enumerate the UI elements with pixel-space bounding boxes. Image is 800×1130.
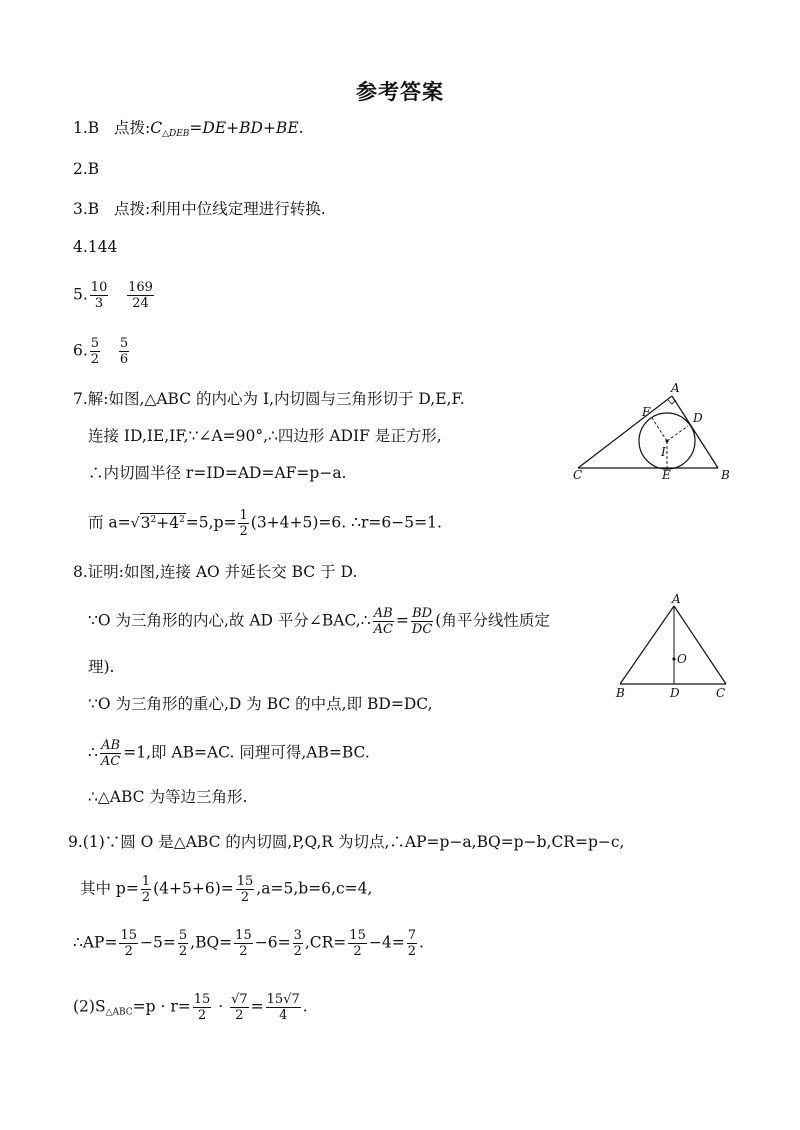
fraction-2	[119, 336, 129, 367]
fraction-1	[90, 336, 100, 367]
fraction-denominator: 2	[178, 944, 188, 959]
fraction-bd-dc	[411, 606, 433, 637]
label-a: A	[671, 381, 680, 395]
equals-sign: =	[250, 997, 264, 1016]
fraction-denominator: 2	[141, 890, 151, 905]
fraction-numerator: AB	[101, 738, 121, 753]
perimeter-subscript: △DEB	[162, 129, 190, 139]
fraction-half	[238, 508, 248, 539]
fraction-numerator: 5	[90, 336, 100, 351]
fraction-denominator: 2	[240, 890, 250, 905]
answer-number: 2.	[73, 160, 88, 178]
fraction-denominator: 3	[94, 296, 104, 311]
label-d: D	[670, 686, 680, 700]
fraction-denominator: 24	[132, 296, 149, 311]
label-d: D	[693, 411, 703, 425]
q7-line-2: 连接 ID,IE,IF,∵∠A=90°,∴四边形 ADIF 是正方形,	[88, 427, 442, 445]
q8-line-3: 理).	[88, 658, 115, 676]
side-ac	[578, 396, 672, 468]
fraction	[193, 992, 212, 1023]
sqrt-base-1: 3	[140, 513, 151, 532]
sqrt-base-2: 4	[169, 513, 180, 532]
fraction-2	[127, 280, 154, 311]
label-b: B	[616, 686, 625, 700]
fraction-numerator: 1	[141, 874, 151, 889]
text: ,CR=	[304, 933, 347, 952]
fraction	[348, 928, 367, 959]
text: (角平分线性质定	[435, 611, 550, 630]
text: (2)S	[73, 997, 106, 1016]
text: =p · r=	[132, 997, 191, 1016]
fraction-numerator: 15	[235, 928, 252, 943]
answer-number: 3.	[73, 200, 88, 218]
fraction-denominator: 2	[353, 944, 362, 959]
area-subscript: △ABC	[105, 1007, 133, 1018]
side-ac	[674, 606, 726, 684]
text: =5,p=	[185, 513, 237, 532]
hint-formula: =DE+BD+BE.	[189, 119, 304, 137]
text: ,a=5,b=6,c=4,	[256, 879, 373, 898]
fraction-denominator: 2	[235, 1008, 244, 1023]
fraction-1	[90, 280, 109, 311]
q9-line-3	[73, 928, 424, 959]
answer-1	[73, 117, 304, 145]
multiply-dot: ·	[213, 997, 229, 1016]
q8-line-1: 8.证明:如图,连接 AO 并延长交 BC 于 D.	[73, 563, 358, 581]
page-title: 参考答案	[356, 79, 444, 104]
equals-sign: =	[395, 611, 409, 630]
fraction-numerator: 15	[193, 992, 211, 1007]
fraction	[266, 992, 301, 1023]
fraction-denominator: 2	[407, 944, 416, 959]
fraction-denominator: 2	[293, 944, 302, 959]
triangle	[620, 606, 726, 684]
text: (3+4+5)=6. ∴r=6−5=1.	[250, 513, 442, 532]
q8-line-5	[88, 738, 370, 769]
label-a: A	[672, 592, 681, 606]
fraction-denominator: AC	[100, 754, 121, 769]
label-e: E	[662, 468, 671, 482]
text: −5=	[140, 933, 176, 952]
side-ab	[672, 396, 718, 468]
hint-label: 点拨:	[113, 119, 151, 137]
fraction	[178, 928, 188, 959]
answer-choice: B	[87, 119, 100, 137]
fraction-half	[141, 874, 151, 905]
q7-line-3: ∴内切圆半径 r=ID=AD=AF=p−a.	[88, 464, 347, 482]
answer-3	[73, 198, 326, 220]
fraction-denominator: AC	[373, 622, 393, 637]
radius-if	[652, 418, 667, 441]
text: .	[302, 997, 308, 1016]
fraction-numerator: √7	[231, 992, 248, 1007]
fraction	[293, 928, 303, 959]
answer-number: 4.	[73, 238, 88, 256]
q9-line-4	[73, 992, 308, 1024]
fraction-numerator: 5	[178, 928, 188, 943]
q7-line-1: 7.解:如图,△ABC 的内心为 I,内切圆与三角形切于 D,E,F.	[73, 390, 465, 408]
equilateral-triangle-figure	[610, 592, 740, 702]
text: −6=	[254, 933, 291, 952]
fraction-numerator: 15	[236, 874, 254, 889]
q8-line-2	[88, 606, 550, 637]
fraction-numerator: 15	[120, 928, 138, 943]
fraction	[119, 928, 138, 959]
fraction-denominator: 4	[279, 1008, 288, 1023]
label-i: I	[661, 445, 666, 459]
plus-sign: +	[156, 513, 170, 532]
text: ∵O 为三角形的内心,故 AD 平分∠BAC,∴	[88, 611, 371, 630]
text: =1,即 AB=AC. 同理可得,AB=BC.	[123, 743, 370, 762]
radius-id	[667, 426, 688, 441]
label-c: C	[573, 468, 583, 482]
q8-line-4: ∵O 为三角形的重心,D 为 BC 的中点,即 BD=DC,	[88, 695, 433, 713]
fraction-denominator: 2	[90, 352, 100, 367]
fraction-denominator: 6	[119, 352, 129, 367]
fraction-numerator: 5	[119, 336, 129, 351]
label-o: O	[677, 652, 687, 666]
point-o	[672, 657, 675, 660]
fraction-denominator: DC	[411, 622, 433, 637]
answer-2	[73, 158, 99, 180]
exponent: 2	[150, 514, 157, 525]
fraction-numerator: 10	[90, 280, 108, 295]
answer-choice: B	[87, 160, 100, 178]
fraction-numerator: BD	[412, 606, 433, 621]
answer-4	[73, 236, 117, 258]
label-c: C	[716, 686, 726, 700]
sqrt-expression	[140, 513, 186, 532]
q9-line-1: 9.(1)∵圆 O 是△ABC 的内切圆,P,Q,R 为切点,∴AP=p−a,BQ=p−b,CR=p−c,	[68, 833, 625, 851]
fraction-numerator: 15√7	[266, 992, 300, 1007]
fraction-ab-ac	[100, 738, 121, 769]
answer-number: 5.	[73, 285, 88, 304]
text: ∴	[88, 743, 98, 762]
text: ,BQ=	[190, 933, 233, 952]
answer-6	[73, 336, 131, 367]
hint-text: 点拨:利用中位线定理进行转换.	[113, 200, 326, 218]
answer-number: 1.	[73, 119, 88, 137]
label-b: B	[721, 468, 730, 482]
fraction-denominator: 2	[197, 1008, 207, 1023]
fraction-numerator: 7	[407, 928, 416, 943]
incenter-point	[666, 440, 669, 443]
fraction-ab-ac	[373, 606, 394, 637]
q7-line-4: 而 $a=√3^2+4^2=5,p=$ $\frac{1}{2}$ (3+4+5)=6. ∴r=6−5=1.	[88, 508, 442, 539]
q8-line-6: ∴△ABC 为等边三角形.	[88, 788, 248, 806]
fraction-denominator: 2	[124, 944, 133, 959]
text: −4=	[368, 933, 405, 952]
fraction-numerator: 169	[128, 280, 153, 295]
fraction-denominator: 2	[239, 944, 248, 959]
answer-5	[73, 280, 156, 311]
fraction-numerator: AB	[373, 606, 393, 621]
fraction	[230, 992, 249, 1023]
text: 而 a=	[88, 513, 131, 532]
answer-value: 144	[87, 238, 118, 256]
fraction-denominator: 2	[239, 524, 248, 539]
incircle-right-triangle-figure	[568, 380, 738, 488]
perimeter-symbol: C	[150, 119, 163, 137]
text: (4+5+6)=	[153, 879, 234, 898]
exponent: 2	[179, 514, 185, 525]
fraction-p	[236, 874, 255, 905]
q9-line-2	[80, 874, 372, 905]
answer-number: 6.	[73, 341, 88, 360]
text: .	[418, 933, 424, 952]
text: ∴AP=	[73, 933, 118, 952]
fraction-numerator: 1	[239, 508, 248, 523]
side-ab	[620, 606, 674, 684]
label-f: F	[642, 405, 651, 419]
fraction-numerator: 15	[349, 928, 366, 943]
fraction	[234, 928, 253, 959]
text: 其中 p=	[80, 879, 139, 898]
fraction-numerator: 3	[293, 928, 302, 943]
answer-choice: B	[87, 200, 100, 218]
fraction	[407, 928, 417, 959]
